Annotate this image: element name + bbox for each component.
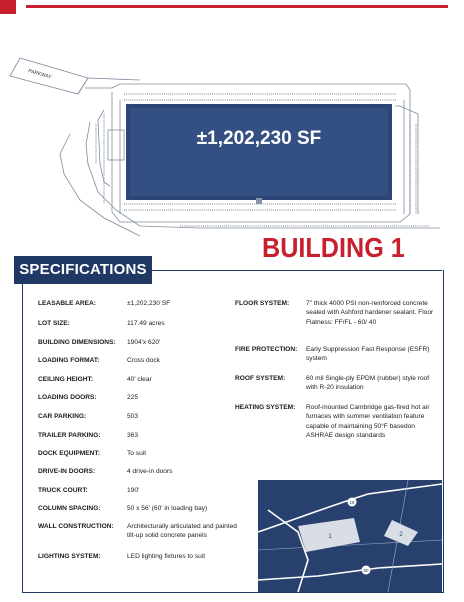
spec-label: LOADING DOORS: [38,394,97,401]
spec-label: DOCK EQUIPMENT: [38,450,100,457]
spec-value: 503 [127,413,139,420]
spec-value: ±1,202,230 SF [127,300,171,307]
spec-value: Early Suppression Fast Response (ESFR) system [306,346,430,363]
spec-label: LOT SIZE: [38,320,70,327]
spec-label: COLUMN SPACING: [38,505,101,512]
route-shield-60: 60 [363,568,369,573]
spec-label: WALL CONSTRUCTION: [38,523,114,530]
spec-label: DRIVE-IN DOORS: [38,468,96,475]
spec-value: 190' [127,487,140,494]
spec-value: Cross dock [127,357,160,364]
route-shield-19: 19 [349,500,355,505]
spec-value: LED lighting fixtures to suit [127,553,206,560]
spec-value: 117.49 acres [127,320,165,327]
spec-label: TRAILER PARKING: [38,432,101,439]
spec-label: FLOOR SYSTEM: [235,300,290,307]
spec-label: CAR PARKING: [38,413,87,420]
spec-label: CEILING HEIGHT: [38,376,93,383]
spec-label: BUILDING DIMENSIONS: [38,339,116,346]
spec-value: 40' clear [127,376,152,383]
spec-value: 4 drive-in doors [127,468,173,475]
spec-value: To suit [127,450,147,457]
spec-label: LOADING FORMAT: [38,357,100,364]
spec-value: 225 [127,394,139,401]
site-plan [0,14,464,236]
spec-label: HEATING SYSTEM: [235,404,296,411]
spec-label: ROOF SYSTEM: [235,375,286,382]
spec-value: 363 [127,432,139,439]
spec-value: 60 mil Single-ply EPDM (rubber) style roof with R-20 insulation [306,375,430,392]
building-2-label: 2 [399,532,403,538]
specs-header: SPECIFICATIONS [14,256,152,284]
spec-label: LEASABLE AREA: [38,300,97,307]
spec-value: Roof-mounted Cambridge gas-fired hot air furnaces with summer ventilation feature capable of maintaining 50°F basedon ASHRAE design standards [306,404,430,440]
spec-value: 50 x 56' (60' in loading bay) [127,505,208,512]
road-label: PARKWAY [27,68,53,81]
spec-value: 1904'x 620' [127,339,161,346]
spec-label: TRUCK COURT: [38,487,88,494]
spec-value: Architecturally articulated and painted tilt-up solid concrete panels [127,523,237,540]
page-title: BUILDING 1 [262,232,405,263]
corner-accent [0,0,16,14]
spec-value: 7" thick 4000 PSI non-reinforced concrete sealed with Ashford hardener sealant. Floor Flatness: FF/FL - 60/ 40 [306,300,434,326]
top-rule [26,5,448,8]
spec-label: FIRE PROTECTION: [235,346,298,353]
building-1-label: 1 [328,534,332,540]
spec-label: LIGHTING SYSTEM: [38,553,101,560]
building-area-label: ±1,202,230 SF [196,128,322,149]
location-map [258,480,442,592]
